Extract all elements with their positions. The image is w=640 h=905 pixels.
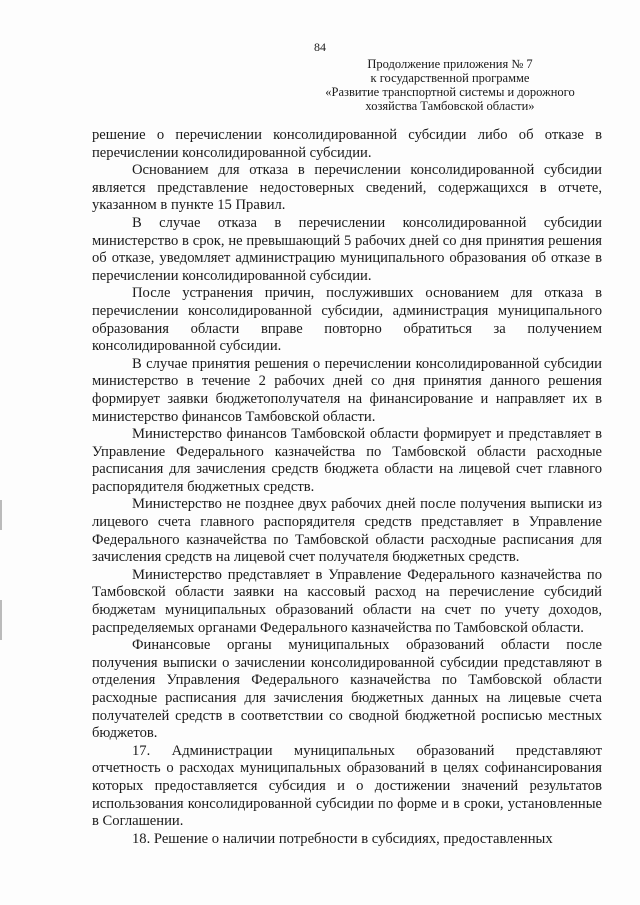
paragraph: В случае отказа в перечислении консолидированной субсидии министерство в срок, не превышающий 5 рабочих дней со дня принятия решения об отказе, уведомляет администрацию муниципального образования об отказе в перечислении консолидированной субсидии. (92, 214, 602, 284)
paragraph: Министерство не позднее двух рабочих дней после получения выписки из лицевого счета главного распорядителя средств представляет в Управление Федерального казначейства по Тамбовской области расходные расписания для зачисления средств на лицевой счет получателя бюджетных средств. (92, 496, 602, 566)
paragraph: 18. Решение о наличии потребности в субсидиях, предоставленных (132, 830, 553, 847)
paragraph: Финансовые органы муниципальных образований области после получения выписки о зачислении консолидированной субсидии представляют в отделения Управления Федерального казначейства по Тамбовской области расходные расписания для зачисления бюджетных данных на лицевые счета получателей средств в соответствии со сводной бюджетной росписью местных бюджетов. (92, 637, 602, 742)
paragraph: После устранения причин, послуживших основанием для отказа в перечислении консолидированной субсидии, администрация муниципального образования области вправе повторно обратиться за получением консолидированной субсидии. (92, 285, 602, 355)
paragraph: Министерство представляет в Управление Федерального казначейства по Тамбовской области заявки на кассовый расход на перечисление субсидий бюджетам муниципальных образований области на счет по учету доходов, распределяемых органами Федерального казначейства по Тамбовской области. (92, 566, 602, 636)
paragraph: решение о перечислении консолидированной субсидии либо об отказе в перечислении консолидированной субсидии. (92, 127, 602, 161)
header-note-line: Продолжение приложения № 7 (367, 57, 533, 71)
paragraph: В случае принятия решения о перечислении консолидированной субсидии министерство в течение 2 рабочих дней со дня принятия данного решения формирует заявки бюджетополучателя на финансирование и направляет их в министерство финансов Тамбовской области. (92, 355, 602, 425)
document-body (92, 127, 602, 848)
paragraph: 17. Администрации муниципальных образований представляют отчетность о расходах муниципальных образований в целях софинансирования которых предоставляется субсидия и о достижении значений результатов использования консолидированной субсидии по форме и в сроки, установленные в Соглашении. (92, 742, 602, 830)
scan-edge-mark (0, 600, 2, 640)
paragraph: Министерство финансов Тамбовской области формирует и представляет в Управление Федерального казначейства по Тамбовской области расходные расписания для зачисления средств бюджета области на лицевой счет главного распорядителя бюджетных средств. (92, 426, 602, 495)
paragraph: Основанием для отказа в перечислении консолидированной субсидии является представление недостоверных сведений, содержащихся в отчете, указанном в пункте 15 Правил. (92, 162, 602, 214)
header-note-line: «Развитие транспортной системы и дорожного (325, 85, 575, 99)
page-number: 84 (314, 40, 326, 54)
header-note-line: к государственной программе (370, 71, 530, 85)
scan-edge-mark (0, 500, 2, 530)
header-note-line: хозяйства Тамбовской области» (365, 99, 535, 113)
appendix-header-note (300, 57, 600, 113)
